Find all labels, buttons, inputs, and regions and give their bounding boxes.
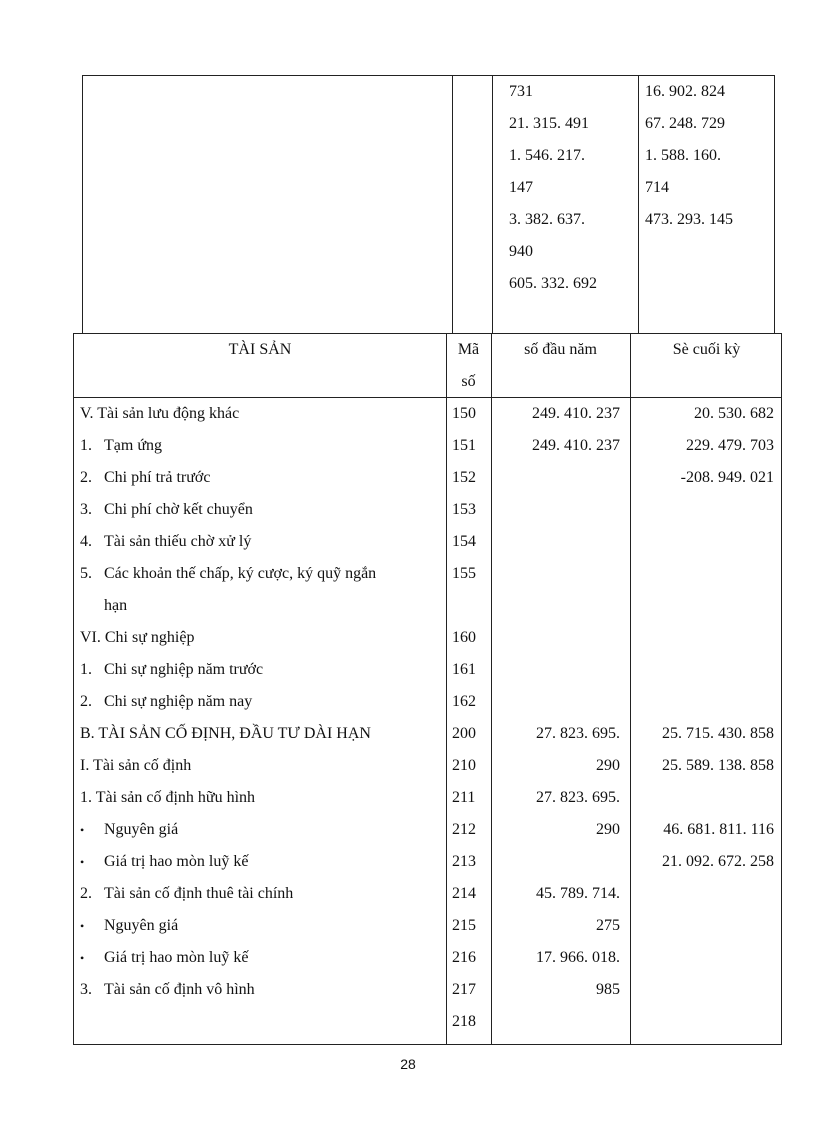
asset-cell [80, 398, 446, 430]
asset-cell [80, 590, 446, 622]
col-divider [492, 76, 493, 334]
asset-cell [80, 878, 446, 910]
continuation-value: 3. 382. 637. [509, 211, 585, 228]
asset-label: I. Tài sản cố định [80, 757, 192, 774]
continuation-col-start [509, 76, 597, 300]
table-row [74, 878, 781, 910]
table-row [74, 910, 781, 942]
continuation-value: 67. 248. 729 [645, 115, 725, 132]
start-value-cell: 249. 410. 237 [532, 405, 620, 422]
bullet-icon: • [80, 951, 85, 965]
asset-label: Nguyên giá [104, 917, 179, 934]
item-number: 1. [80, 661, 92, 678]
code-cell: 160 [452, 629, 476, 646]
start-value-cell: 985 [596, 981, 620, 998]
end-value-cell: 46. 681. 811. 116 [663, 821, 774, 838]
asset-label: Tài sản thiếu chờ xử lý [104, 533, 252, 550]
continuation-value: 714 [645, 179, 669, 196]
bullet-icon: • [80, 855, 85, 869]
bullet-icon: • [80, 919, 85, 933]
code-cell: 217 [452, 981, 476, 998]
asset-label: Chi phí trả trước [104, 469, 211, 486]
asset-cell [80, 974, 446, 1006]
asset-cell [80, 782, 446, 814]
continuation-value: 1. 588. 160. [645, 147, 721, 164]
asset-label: B. TÀI SẢN CỐ ĐỊNH, ĐẦU TƯ DÀI HẠN [80, 725, 371, 742]
asset-cell [80, 654, 446, 686]
item-number: 2. [80, 693, 92, 710]
col-divider [638, 76, 639, 334]
continuation-value: 16. 902. 824 [645, 83, 725, 100]
table-row [74, 718, 781, 750]
code-cell: 213 [452, 853, 476, 870]
start-value-cell: 275 [596, 917, 620, 934]
asset-label: Tạm ứng [104, 437, 162, 454]
end-value-cell: 229. 479. 703 [686, 437, 774, 454]
asset-label: Tài sản cố định thuê tài chính [104, 885, 294, 902]
header-asset: TÀI SẢN [228, 341, 292, 358]
table-row [74, 846, 781, 878]
asset-label: Chi sự nghiệp năm nay [104, 693, 253, 710]
asset-cell [80, 494, 446, 526]
header-end-of-period: Sè cuối kỳ [672, 341, 741, 358]
col-divider [452, 76, 453, 334]
code-cell: 153 [452, 501, 476, 518]
table-row [74, 462, 781, 494]
item-number: 5. [80, 565, 92, 582]
item-number: 3. [80, 501, 92, 518]
code-cell: 154 [452, 533, 476, 550]
asset-label: Nguyên giá [104, 821, 179, 838]
header-start-of-year: số đầu năm [524, 341, 597, 358]
asset-cell [80, 718, 446, 750]
asset-cell [80, 462, 446, 494]
asset-label: Tài sản cố định vô hình [104, 981, 255, 998]
end-value-cell: 20. 530. 682 [694, 405, 774, 422]
end-value-cell: -208. 949. 021 [680, 469, 774, 486]
table-row [74, 622, 781, 654]
asset-label: VI. Chi sự nghiệp [80, 629, 195, 646]
asset-cell [80, 814, 446, 846]
table-row [74, 942, 781, 974]
continuation-value: 731 [509, 83, 533, 100]
item-number: 3. [80, 981, 92, 998]
code-cell: 162 [452, 693, 476, 710]
start-value-cell: 27. 823. 695. [536, 725, 620, 742]
start-value-cell: 249. 410. 237 [532, 437, 620, 454]
code-cell: 150 [452, 405, 476, 422]
header-code-line2: số [461, 373, 476, 390]
asset-cell [80, 430, 446, 462]
asset-cell [80, 686, 446, 718]
continuation-value: 473. 293. 145 [645, 211, 733, 228]
continuation-value: 21. 315. 491 [509, 115, 589, 132]
continuation-value: 147 [509, 179, 533, 196]
code-cell: 161 [452, 661, 476, 678]
asset-cell [80, 942, 446, 974]
code-cell: 152 [452, 469, 476, 486]
table-row [74, 494, 781, 526]
asset-cell [80, 622, 446, 654]
start-value-cell: 45. 789. 714. [536, 885, 620, 902]
continuation-table [82, 75, 775, 334]
item-number: 4. [80, 533, 92, 550]
table-row [74, 526, 781, 558]
item-number: 2. [80, 469, 92, 486]
end-value-cell: 25. 715. 430. 858 [662, 725, 774, 742]
header-code-line1: Mã [457, 341, 480, 358]
asset-label: V. Tài sản lưu động khác [80, 405, 240, 422]
code-cell: 214 [452, 885, 476, 902]
continuation-value: 940 [509, 243, 533, 260]
continuation-value: 1. 546. 217. [509, 147, 585, 164]
code-cell: 155 [452, 565, 476, 582]
balance-sheet-table [73, 333, 782, 1045]
asset-label: Các khoản thế chấp, ký cược, ký quỹ ngắn [104, 565, 377, 582]
asset-label: hạn [104, 597, 128, 614]
end-value-cell: 25. 589. 138. 858 [662, 757, 774, 774]
start-value-cell: 290 [596, 757, 620, 774]
table-row [74, 430, 781, 462]
continuation-col-end [645, 76, 733, 236]
asset-label: Giá trị hao mòn luỹ kế [104, 949, 249, 966]
end-value-cell: 21. 092. 672. 258 [662, 853, 774, 870]
asset-cell [80, 846, 446, 878]
table-row [74, 750, 781, 782]
asset-cell [80, 526, 446, 558]
code-cell: 151 [452, 437, 476, 454]
asset-label: 1. Tài sản cố định hữu hình [80, 789, 256, 806]
code-cell: 215 [452, 917, 476, 934]
start-value-cell: 290 [596, 821, 620, 838]
table-row [74, 558, 781, 590]
header-code [446, 334, 491, 398]
asset-label: Giá trị hao mòn luỹ kế [104, 853, 249, 870]
asset-cell [80, 750, 446, 782]
table-row [74, 974, 781, 1006]
code-cell: 212 [452, 821, 476, 838]
item-number: 1. [80, 437, 92, 454]
code-cell: 200 [452, 725, 476, 742]
asset-label: Chi phí chờ kết chuyển [104, 501, 253, 518]
code-cell: 216 [452, 949, 476, 966]
table-row [74, 1006, 781, 1038]
item-number: 2. [80, 885, 92, 902]
table-row [74, 686, 781, 718]
code-cell: 210 [452, 757, 476, 774]
code-cell: 218 [452, 1013, 476, 1030]
page-number: 28 [400, 1056, 416, 1072]
asset-cell [80, 558, 446, 590]
table-row [74, 782, 781, 814]
start-value-cell: 27. 823. 695. [536, 789, 620, 806]
asset-label: Chi sự nghiệp năm trước [104, 661, 264, 678]
bullet-icon: • [80, 823, 85, 837]
code-cell: 211 [452, 789, 476, 806]
continuation-value: 605. 332. 692 [509, 275, 597, 292]
asset-cell [80, 910, 446, 942]
start-value-cell: 17. 966. 018. [536, 949, 620, 966]
table-row [74, 590, 781, 622]
table-row [74, 398, 781, 430]
table-row [74, 654, 781, 686]
table-row [74, 814, 781, 846]
